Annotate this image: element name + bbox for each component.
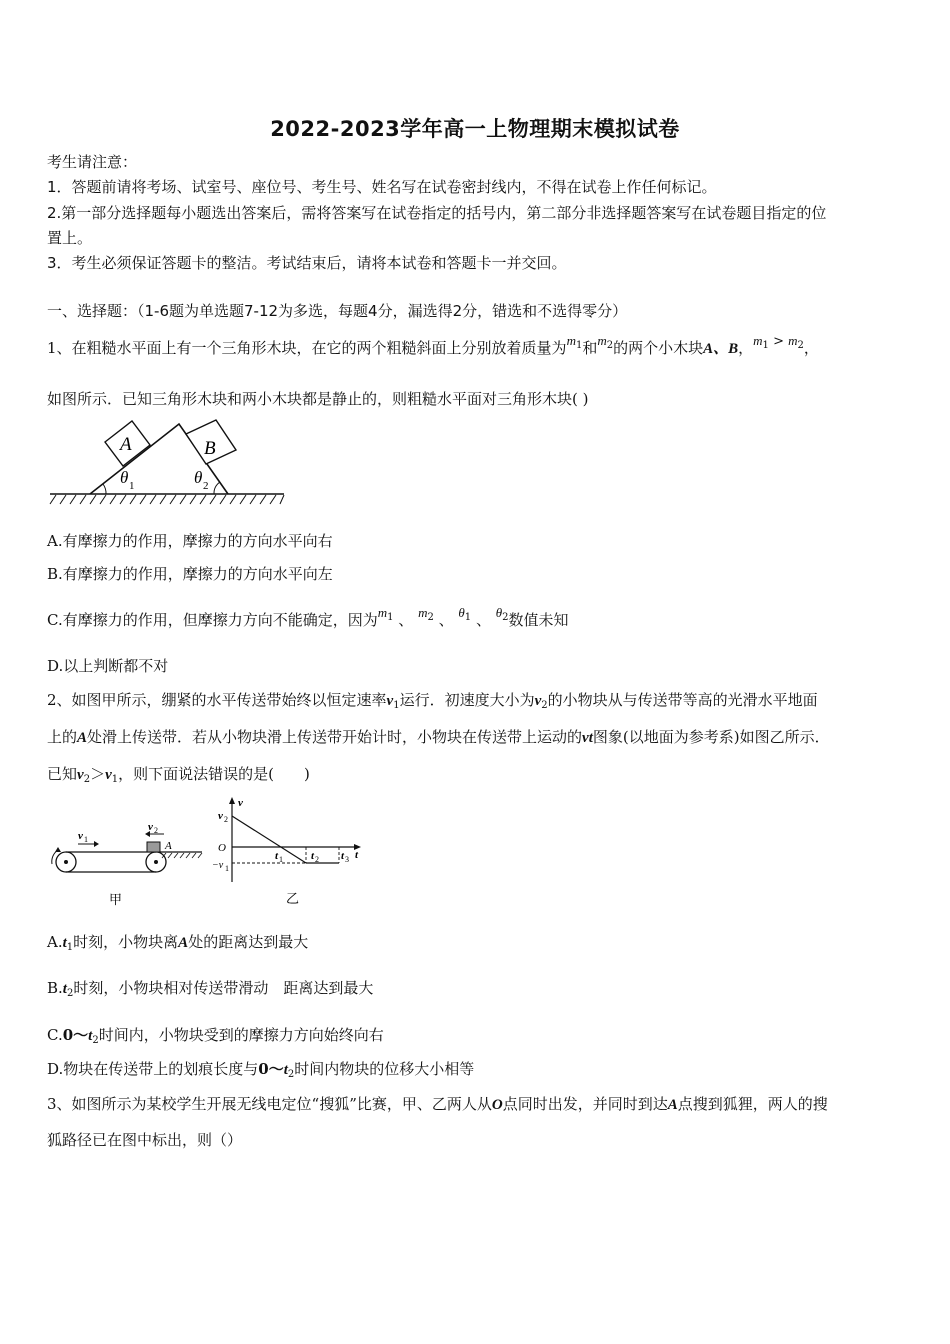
svg-text:v: v	[218, 810, 223, 822]
caption-yi: 乙	[286, 891, 300, 906]
svg-text:v: v	[78, 830, 83, 842]
notice-item-3: 3．考生必须保证答题卡的整洁。考试结束后，请将本试卷和答题卡一并交回。	[47, 254, 567, 272]
q1-stem-line1: 1、在粗糙水平面上有一个三角形木块，在它的两个粗糙斜面上分别放着质量为$m_1$和$m_2$的两个小木块A、B，$m_1 > m_2$，	[47, 333, 819, 357]
svg-text:t: t	[341, 850, 345, 862]
theta2-label: θ	[194, 468, 203, 487]
theta1-label: θ	[120, 468, 129, 487]
q2-option-c: $C.0\sim t_2$时间内，小物块受到的摩擦力方向始终向右	[47, 1026, 384, 1046]
theta2-sub: 2	[203, 480, 209, 492]
notice-item-1: 1．答题前请将考场、试室号、座位号、考生号、姓名写在试卷密封线内，不得在试卷上作任何标记。	[47, 178, 717, 196]
q2-option-b: $B.t_2$时刻，小物块相对传送带滑动 距离达到最大	[47, 979, 374, 999]
q1-option-a: A.有摩擦力的作用，摩擦力的方向水平向右	[47, 532, 333, 550]
q1-option-c: C.有摩擦力的作用，但摩擦力方向不能确定，因为$m_1$ 、 $m_2$ 、 $\theta_1$ 、 $\theta_2$数值未知	[47, 605, 569, 629]
q3-stem-line2: 狐路径已在图中标出，则（）	[47, 1131, 243, 1149]
caption-jia: 甲	[109, 892, 123, 907]
q1-option-d: D.以上判断都不对	[47, 657, 169, 675]
svg-text:t: t	[311, 850, 315, 862]
theta1-sub: 1	[129, 480, 135, 492]
svg-text:t: t	[355, 849, 359, 861]
svg-text:1: 1	[279, 855, 283, 864]
q2-vt-graph	[207, 790, 369, 912]
svg-text:O: O	[218, 842, 226, 854]
q2-conveyor-figure	[44, 820, 206, 912]
notice-item-2-cont: 置上。	[47, 229, 93, 247]
block-a-label: A	[120, 434, 132, 455]
notice-heading: 考生请注意：	[47, 153, 138, 171]
svg-text:1: 1	[225, 864, 229, 873]
q2-option-a: $A.t_1$时刻，小物块离A处的距离达到最大	[47, 933, 309, 953]
q3-stem-line1: 3、如图所示为某校学生开展无线电定位“搜狐”比赛，甲、乙两人从O点同时出发，并同时到达A点搜到狐狸，两人的搜	[47, 1095, 828, 1113]
svg-text:t: t	[275, 850, 279, 862]
q1-incline-figure	[48, 418, 288, 510]
q2-option-d: D.物块在传送带上的划痕长度与$0\sim t_2$时间内物块的位移大小相等	[47, 1060, 475, 1080]
exam-title: 2022-2023学年高一上物理期末模拟试卷	[270, 117, 680, 141]
q1-option-b: B.有摩擦力的作用，摩擦力的方向水平向左	[47, 565, 333, 583]
q2-stem-line3: 已知$v_2>v_1$，则下面说法错误的是( )	[47, 765, 310, 785]
svg-text:−v: −v	[212, 860, 224, 871]
section-heading: 一、选择题：（1-6题为单选题7-12为多选，每题4分，漏选得2分，错选和不选得零分）	[47, 302, 628, 320]
notice-item-2: 2.第一部分选择题每小题选出答案后，需将答案写在试卷指定的括号内，第二部分非选择题答案写在试卷题目指定的位	[47, 204, 827, 222]
block-b-label: B	[204, 438, 216, 459]
svg-text:v: v	[148, 821, 153, 833]
svg-text:2: 2	[224, 815, 228, 824]
q2-stem-line2: 上的A处滑上传送带．若从小物块滑上传送带开始计时，小物块在传送带上运动的vt图象(以地面为参考系)如图乙所示．	[47, 728, 830, 746]
svg-text:1: 1	[84, 835, 88, 844]
svg-text:2: 2	[154, 826, 158, 835]
q2-stem-line1: 2、如图甲所示，绷紧的水平传送带始终以恒定速率$v_1$运行．初速度大小为$v_2$的小物块从与传送带等高的光滑水平地面	[47, 691, 818, 711]
svg-text:2: 2	[315, 855, 319, 864]
svg-text:A: A	[165, 840, 172, 852]
q1-stem-line2: 如图所示．已知三角形木块和两小木块都是静止的，则粗糙水平面对三角形木块( )	[47, 390, 589, 408]
svg-text:v: v	[238, 797, 243, 809]
svg-text:3: 3	[345, 855, 349, 864]
